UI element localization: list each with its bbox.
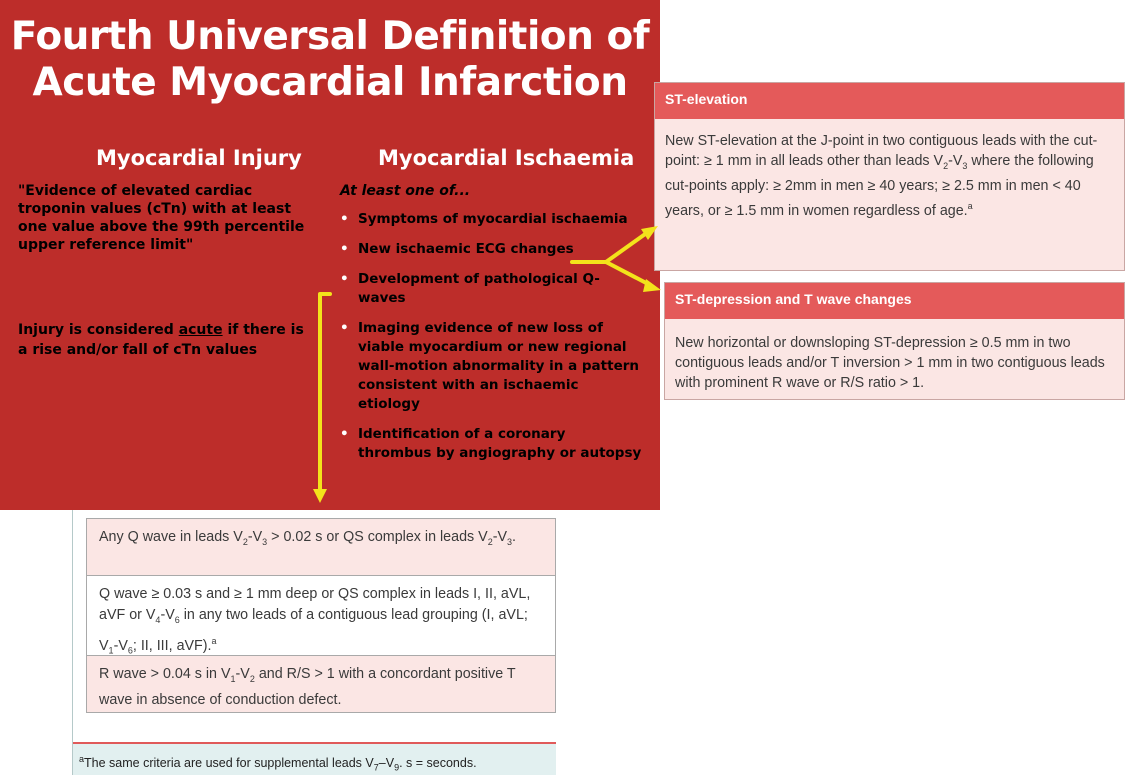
text-part: -V: [113, 637, 128, 654]
slide-panel: [0, 0, 660, 510]
criteria-item: • Development of pathological Q-waves: [338, 270, 643, 308]
text-part: and R/S > 1 with a concordant positive T wave in absence of conduction defect.: [99, 666, 516, 708]
subscript: 3: [507, 536, 513, 547]
text-part: -V: [160, 607, 175, 623]
st-depression-panel: [664, 282, 1125, 400]
table-footnote: [73, 742, 556, 775]
subscript: 1: [230, 673, 236, 684]
st-elevation-panel: [654, 82, 1125, 271]
st-depression-heading: ST-depression and T wave changes: [665, 283, 1124, 319]
q-wave-criteria-table: [86, 518, 556, 713]
injury-definition: "Evidence of elevated cardiac troponin values (cTn) with at least one value above the 99th percentile upper reference limit": [18, 183, 305, 253]
text-part: -V: [492, 529, 508, 545]
st-elevation-heading: ST-elevation: [655, 83, 1124, 119]
footnote-mark: a: [79, 754, 85, 764]
text-part: > 0.02 s or QS complex in leads V: [267, 529, 488, 545]
subscript: 3: [262, 536, 268, 547]
text-part: -V: [235, 666, 250, 682]
subscript: 2: [487, 536, 493, 547]
acute-pre: Injury is considered: [18, 322, 179, 338]
text-part: ; II, III, aVF).: [132, 637, 212, 654]
subscript: 2: [943, 160, 949, 171]
subscript: 6: [127, 645, 133, 656]
text-part: The same criteria are used for supplemental leads V: [84, 756, 374, 771]
st-depression-text: New horizontal or downsloping ST-depression ≥ 0.5 mm in two contiguous leads and/or T inversion > 1 mm in two contiguous leads with prominent R wave or R/S ratio > 1.: [675, 335, 1105, 391]
slide-title: [0, 14, 660, 106]
at-least-label: At least one of...: [340, 183, 471, 199]
subscript: 3: [962, 160, 968, 171]
injury-heading: Myocardial Injury: [96, 146, 302, 170]
text-part: -V: [948, 153, 963, 169]
text-part: Q wave ≥ 0.03 s and ≥ 1 mm deep or QS complex in leads I, II, aVL, aVF or V: [99, 586, 531, 623]
criteria-item: • Imaging evidence of new loss of viable myocardium or new regional wall-motion abnormality in a pattern consistent with an ischaemic etiology: [338, 319, 643, 414]
subscript: 2: [242, 536, 248, 547]
text-part: –V: [378, 756, 395, 771]
criteria-item: • Identification of a coronary thrombus by angiography or autopsy: [338, 425, 643, 463]
st-elevation-text: [655, 119, 1124, 233]
subscript: 6: [174, 614, 180, 625]
table-row: [86, 656, 556, 713]
acute-word: acute: [178, 322, 223, 338]
title-line-1: Fourth Universal Definition of: [10, 14, 650, 59]
text-part: where the following cut-points apply: ≥ 2mm in men ≥ 40 years; ≥ 2.5 mm in men < 40 years, or ≥ 1.5 mm in women regardless of age.: [665, 153, 1094, 219]
text-part: New ST-elevation at the J-point in two contiguous leads with the cut-point: ≥ 1 mm in all leads other than leads V: [665, 133, 1098, 169]
subscript: 7: [373, 762, 379, 773]
ischaemia-criteria-list: [338, 210, 643, 474]
text-part: Any Q wave in leads V: [99, 529, 243, 545]
acute-injury-note: [18, 320, 308, 360]
acute-post: if there is a rise and/or fall of cTn values: [18, 322, 304, 358]
text-part: . s = seconds.: [399, 756, 477, 771]
text-part: in any two leads of a contiguous lead grouping (I, aVL; V: [99, 607, 528, 654]
subscript: 4: [155, 614, 161, 625]
subscript: 2: [249, 673, 255, 684]
table-row: [86, 518, 556, 576]
footnote-mark: a: [211, 635, 217, 646]
criteria-item: • Symptoms of myocardial ischaemia: [338, 210, 643, 229]
table-side-rule: [72, 510, 73, 775]
text-part: -V: [247, 529, 263, 545]
subscript: 1: [108, 645, 114, 656]
ischaemia-heading: Myocardial Ischaemia: [378, 146, 635, 170]
text-part: .: [512, 529, 517, 545]
title-line-2: Acute Myocardial Infarction: [32, 60, 628, 105]
subscript: 9: [394, 762, 400, 773]
footnote-mark: a: [967, 200, 973, 211]
table-row: [86, 576, 556, 656]
text-part: R wave > 0.04 s in V: [99, 666, 231, 682]
criteria-item: • New ischaemic ECG changes: [338, 240, 643, 259]
